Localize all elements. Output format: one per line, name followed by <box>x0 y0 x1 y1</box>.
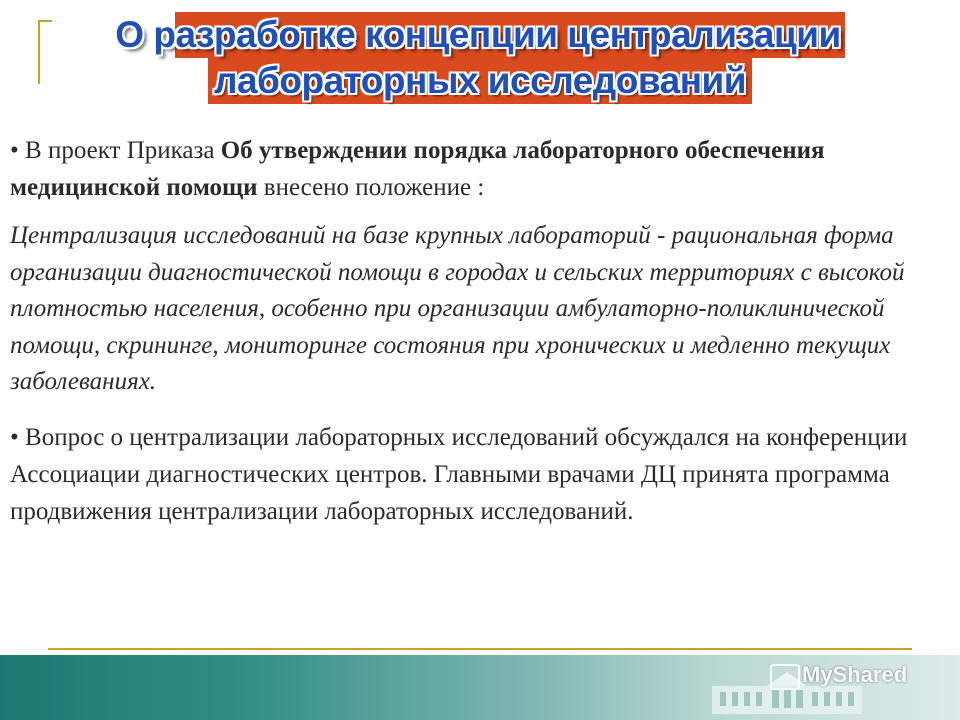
title-line-1: О разработке концепции централизации <box>115 12 844 58</box>
slide-title <box>40 12 920 104</box>
footer-rule <box>48 648 912 650</box>
bullet2-text: Вопрос о централизации лабораторных исследований обсуждался на конференции Ассоциации диагностических центров. Главными врачами ДЦ принята программа продвижения централизации лабораторных исследований. <box>10 423 908 525</box>
italic-quote: Централизация исследований на базе крупных лабораторий - рациональная форма организации диагностической помощи в городах и сельских территориях с высокой плотностью населения, особенно при организации амбулаторно-поликлинической помощи, скрининге, мониторинге состояния при хронических и медленно текущих заболеваниях. <box>10 222 905 395</box>
bullet-marker: • <box>10 423 19 451</box>
bullet1-tail: внесено положение : <box>257 174 485 201</box>
title-line-2: лабораторных исследований <box>208 58 752 104</box>
bullet-paragraph-2 <box>10 419 910 530</box>
watermark-logo-icon <box>770 664 800 690</box>
watermark-text: MyShared <box>802 662 908 687</box>
slide-body <box>10 132 910 530</box>
bullet1-order-title: Об утверждении порядка лабораторного обеспечения медицинской помощи <box>10 137 825 201</box>
bullet-paragraph-1 <box>10 132 910 206</box>
bullet1-lead: В проект Приказа <box>25 137 221 164</box>
bullet-marker: • <box>10 137 19 164</box>
